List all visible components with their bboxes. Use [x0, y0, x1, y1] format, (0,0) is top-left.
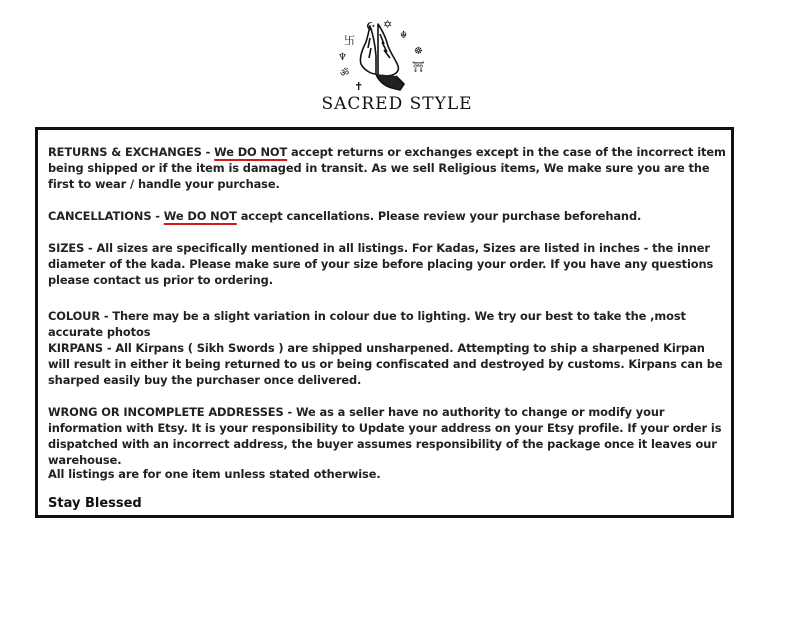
returns-policy [48, 144, 728, 192]
listings-note: All listings are for one item unless stated otherwise. [48, 467, 381, 481]
sizes-policy: SIZES - All sizes are specifically mentioned in all listings. For Kadas, Sizes are listed in inches - the inner diameter of the kada. Please make sure of your size before placing your order. If you have any questions please contact us prior to ordering. [48, 241, 714, 287]
addresses-policy: WRONG OR INCOMPLETE ADDRESSES - We as a seller have no authority to change or modify your information with Etsy. It is your responsibility to Update your address on your Etsy profile. If your order is dispatched with an incorrect address, the buyer assumes responsibility of the package once it leaves our warehouse. [48, 405, 722, 467]
cancellations-rest: accept cancellations. Please review your purchase beforehand. [236, 209, 642, 223]
cancellations-policy [48, 208, 728, 224]
om-icon: ॐ [340, 68, 350, 79]
cross-icon: ✝ [354, 80, 364, 93]
torii-icon: ⛩ [412, 62, 425, 73]
star-of-david-icon: ✡ [383, 18, 393, 31]
crescent-star-icon: ☪ [366, 20, 376, 33]
returns-lead: RETURNS & EXCHANGES - [48, 145, 215, 159]
swastika-icon: 卐 [344, 34, 355, 47]
khanda-icon: ☬ [400, 30, 408, 41]
praying-hands-icon [360, 24, 404, 90]
cancellations-emphasis: We DO NOT [163, 209, 237, 223]
menorah-icon: ♆ [338, 52, 347, 63]
brand-name: SACRED STYLE [321, 94, 473, 114]
policy-box [35, 127, 734, 518]
dharma-wheel-icon: ☸ [414, 46, 423, 57]
kirpans-policy: KIRPANS - All Kirpans ( Sikh Swords ) are shipped unsharpened. Attempting to ship a sharpened Kirpan will result in either it being returned to us or being confiscated and destroyed by customs. Kirpans can be sharped easily buy the purchaser once delivered. [48, 341, 723, 387]
logo-area [0, 0, 794, 120]
colour-policy: COLOUR - There may be a slight variation in colour due to lighting. We try our best to take the ,most accurate photos [48, 309, 686, 339]
returns-emphasis: We DO NOT [214, 145, 288, 159]
returns-rest: accept returns or exchanges except in the case of the incorrect item being shipped or if the item is damaged in transit. As we sell Religious items, We make sure you are the first to wear / handle your purchase. [48, 145, 726, 191]
cancellations-lead: CANCELLATIONS - [48, 209, 164, 223]
closing-signoff: Stay Blessed [48, 496, 142, 511]
praying-hands-logo [326, 14, 436, 100]
